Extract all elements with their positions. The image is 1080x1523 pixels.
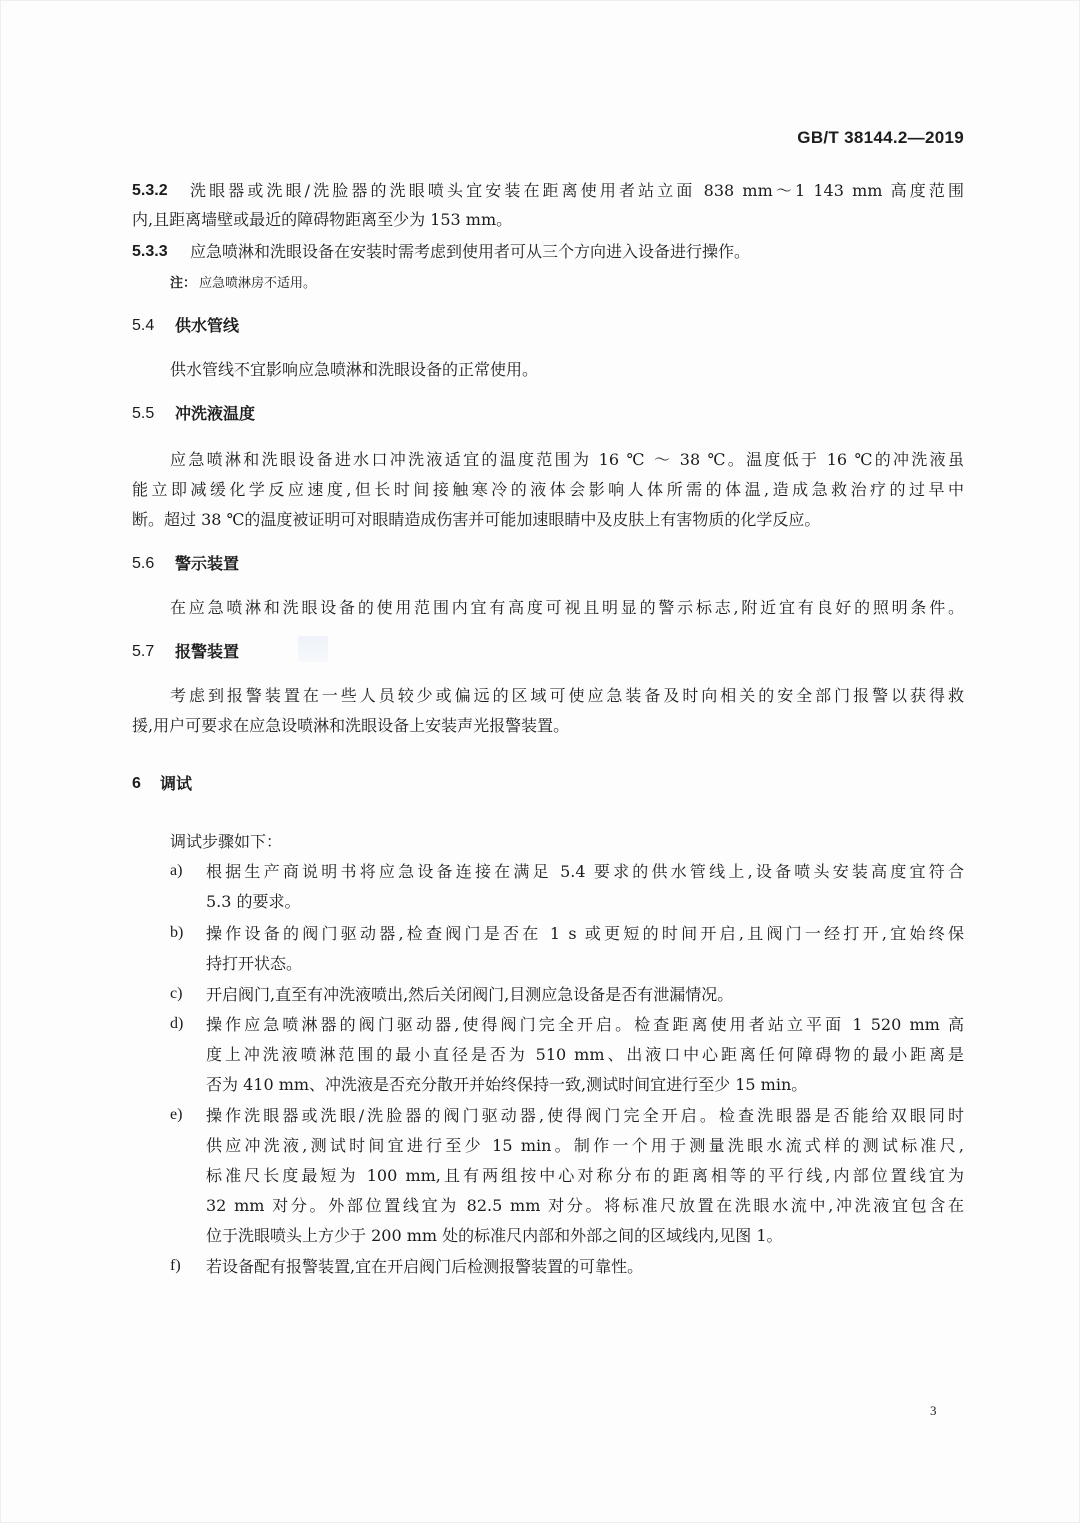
list-item-c-line-1: 开启阀门,直至有冲洗液喷出,然后关闭阀门,目测应急设备是否有泄漏情况。 [206,985,734,1004]
chapter-number-6: 6 [132,775,141,792]
faint-scan-mark [298,636,328,662]
list-item-e-line-2: 供应冲洗液,测试时间宜进行至少 15 min。制作一个用于测量洗眼水流式样的测试标准尺, [206,1136,964,1155]
list-item-b-line-2: 持打开状态。 [206,954,303,973]
section-5-4-line-1: 供水管线不宜影响应急喷淋和洗眼设备的正常使用。 [170,360,539,379]
note-label: 注： [170,276,197,291]
list-item-b-line-1: 操作设备的阀门驱动器,检查阀门是否在 1 s 或更短的时间开启,且阀门一经打开,宜始终保 [206,924,964,943]
list-item-d-line-3: 否为 410 mm、冲洗液是否充分散开并始终保持一致,测试时间宜进行至少 15 min。 [206,1075,808,1094]
list-item-e-line-3: 标准尺长度最短为 100 mm,且有两组按中心对称分布的距离相等的平行线,内部位置线宜为 [206,1166,964,1185]
section-5-5-line-1: 应急喷淋和洗眼设备进水口冲洗液适宜的温度范围为 16 ℃ ～ 38 ℃。温度低于 16 ℃的冲洗液虽 [170,450,964,469]
list-item-f-line-1: 若设备配有报警装置,宜在开启阀门后检测报警装置的可靠性。 [206,1257,644,1276]
section-5-7-line-1: 考虑到报警装置在一些人员较少或偏远的区域可使应急装备及时向相关的安全部门报警以获得救 [170,686,964,705]
clause-5-3-2-line-1: 洗眼器或洗眼/洗脸器的洗眼喷头宜安装在距离使用者站立面 838 mm～1 143 mm 高度范围 [190,181,964,200]
section-title-5-5: 冲洗液温度 [175,404,256,423]
list-mark-b: b) [170,924,184,941]
section-number-5-6: 5.6 [132,555,155,572]
list-item-d-line-2: 度上冲洗液喷淋范围的最小直径是否为 510 mm、出液口中心距离任何障碍物的最小距离是 [206,1045,964,1064]
list-mark-a: a) [170,862,183,879]
page-number: 3 [930,1403,937,1418]
section-5-5-line-2: 能立即减缓化学反应速度,但长时间接触寒冷的液体会影响人体所需的体温,造成急救治疗的过早中 [132,480,964,499]
section-title-5-7: 报警装置 [175,642,240,661]
list-mark-c: c) [170,985,183,1002]
list-item-a-line-2: 5.3 的要求。 [206,892,301,911]
list-item-e-line-1: 操作洗眼器或洗眼/洗脸器的阀门驱动器,使得阀门完全开启。检查洗眼器是否能给双眼同时 [206,1106,964,1125]
list-item-e-line-5: 位于洗眼喷头上方少于 200 mm 处的标准尺内部和外部之间的区域线内,见图 1。 [206,1226,783,1245]
list-mark-d: d) [170,1015,184,1032]
section-title-5-6: 警示装置 [175,554,240,573]
list-mark-e: e) [170,1106,183,1123]
list-mark-f: f) [170,1257,181,1274]
section-5-7-line-2: 援,用户可要求在应急设喷淋和洗眼设备上安装声光报警装置。 [132,716,570,735]
standard-code: GB/T 38144.2—2019 [797,128,964,147]
section-title-5-4: 供水管线 [175,316,240,335]
clause-5-3-3-line-1: 应急喷淋和洗眼设备在安装时需考虑到使用者可从三个方向进入设备进行操作。 [190,242,751,261]
clause-number-5-3-2: 5.3.2 [132,182,168,199]
note-text: 应急喷淋房不适用。 [199,276,317,291]
list-item-a-line-1: 根据生产商说明书将应急设备连接在满足 5.4 要求的供水管线上,设备喷头安装高度宜符合 [206,862,964,881]
clause-number-5-3-3: 5.3.3 [132,243,168,260]
list-item-d-line-1: 操作应急喷淋器的阀门驱动器,使得阀门完全开启。检查距离使用者站立平面 1 520 mm 高 [206,1015,964,1034]
section-5-6-line-1: 在应急喷淋和洗眼设备的使用范围内宜有高度可视且明显的警示标志,附近宜有良好的照明条件。 [170,598,964,617]
chapter-6-intro: 调试步骤如下： [170,832,283,851]
chapter-title-6: 调试 [160,774,193,793]
section-number-5-4: 5.4 [132,317,155,334]
section-number-5-5: 5.5 [132,405,155,422]
clause-5-3-2-line-2: 内,且距离墙壁或最近的障碍物距离至少为 153 mm。 [132,210,513,229]
section-number-5-7: 5.7 [132,643,155,660]
list-item-e-line-4: 32 mm 对分。外部位置线宜为 82.5 mm 对分。将标准尺放置在洗眼水流中,冲洗液宜包含在 [206,1196,964,1215]
section-5-5-line-3: 断。超过 38 ℃的温度被证明可对眼睛造成伤害并可能加速眼睛中及皮肤上有害物质的化学反应。 [132,510,821,529]
